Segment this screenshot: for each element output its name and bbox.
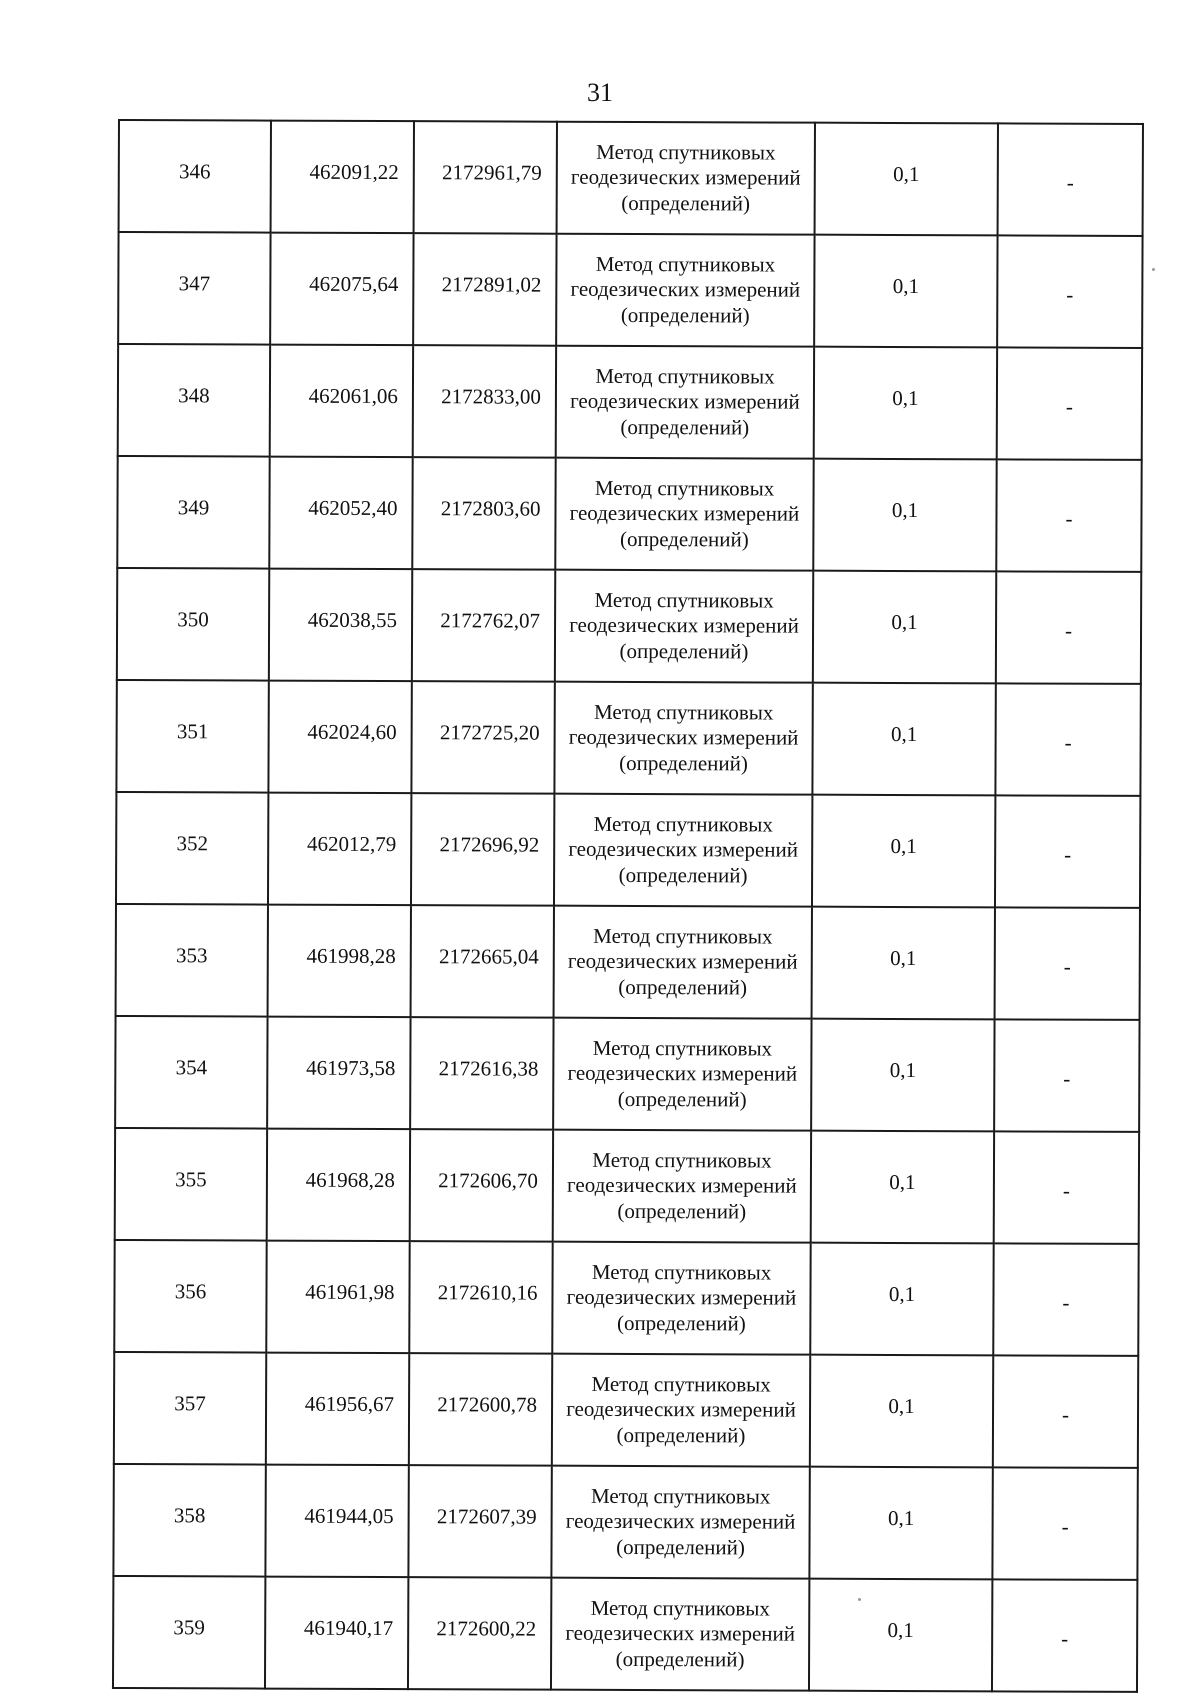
y-coordinate-cell: 2172606,70: [410, 1129, 553, 1242]
method-text-line: (определений): [617, 1198, 747, 1224]
method-text-line: (определений): [619, 750, 748, 776]
accuracy-cell: 0,1: [811, 1019, 994, 1132]
accuracy-cell: 0,1: [814, 235, 997, 348]
note-cell: -: [992, 1467, 1137, 1580]
table-row: [117, 568, 1141, 684]
scan-artifact-dot: [1152, 268, 1155, 271]
method-text-line: Метод спутниковых: [594, 475, 775, 501]
table-row: [115, 1016, 1139, 1132]
x-coordinate-cell: 461961,98: [266, 1241, 409, 1354]
point-number-cell: 356: [114, 1240, 266, 1353]
x-coordinate-cell: 461998,28: [268, 905, 411, 1018]
y-coordinate-cell: 2172696,92: [411, 793, 554, 906]
point-number-cell: 359: [113, 1576, 265, 1689]
accuracy-cell: 0,1: [814, 347, 997, 460]
y-coordinate-cell: 2172725,20: [411, 681, 554, 794]
method-text-line: Метод спутниковых: [593, 811, 773, 837]
method-text-line: геодезических измерений: [569, 500, 800, 526]
method-cell: [553, 1018, 811, 1131]
y-coordinate-cell: 2172961,79: [414, 121, 557, 234]
method-cell: [555, 458, 813, 571]
x-coordinate-cell: 461956,67: [266, 1353, 409, 1466]
note-cell: -: [997, 347, 1142, 460]
note-cell: -: [993, 1355, 1138, 1468]
point-number-cell: 352: [116, 792, 268, 905]
y-coordinate-cell: 2172616,38: [410, 1017, 553, 1130]
table-row: [117, 456, 1141, 572]
method-text-line: Метод спутниковых: [594, 699, 774, 725]
x-coordinate-cell: 462091,22: [271, 121, 414, 234]
table-body: [113, 120, 1143, 1692]
method-text-line: Метод спутниковых: [590, 1483, 771, 1509]
point-number-cell: 353: [116, 904, 268, 1017]
note-cell: -: [996, 571, 1141, 684]
y-coordinate-cell: 2172665,04: [411, 905, 554, 1018]
method-text-line: (определений): [616, 1422, 746, 1448]
note-cell: -: [998, 123, 1143, 236]
table-row: [114, 1352, 1138, 1468]
method-text-line: Метод спутниковых: [592, 1147, 772, 1173]
y-coordinate-cell: 2172891,02: [413, 233, 556, 346]
table-row: [119, 120, 1143, 236]
method-cell: [551, 1466, 809, 1579]
method-text-line: (определений): [615, 1646, 745, 1672]
method-cell: [556, 346, 814, 459]
method-text-line: геодезических измерений: [567, 1060, 798, 1086]
method-text-line: Метод спутниковых: [595, 251, 776, 277]
method-cell: [553, 1130, 811, 1243]
note-cell: -: [994, 1019, 1139, 1132]
scan-artifact-dot: [858, 1598, 861, 1601]
accuracy-cell: 0,1: [813, 459, 996, 572]
method-text-line: Метод спутниковых: [590, 1595, 770, 1621]
method-text-line: (определений): [619, 526, 749, 552]
accuracy-cell: 0,1: [813, 571, 996, 684]
method-cell: [554, 794, 812, 907]
method-cell: [554, 906, 812, 1019]
method-cell: [556, 234, 814, 347]
table-row: [116, 904, 1140, 1020]
accuracy-cell: 0,1: [809, 1579, 992, 1692]
method-cell: [557, 122, 815, 235]
method-text-line: (определений): [619, 638, 749, 664]
method-text-line: геодезических измерений: [566, 1284, 797, 1310]
method-text-line: Метод спутниковых: [594, 587, 774, 613]
accuracy-cell: 0,1: [810, 1243, 993, 1356]
point-number-cell: 354: [115, 1016, 267, 1129]
table-row: [114, 1240, 1138, 1356]
accuracy-cell: 0,1: [812, 907, 995, 1020]
note-cell: -: [995, 795, 1140, 908]
method-text-line: (определений): [617, 1086, 747, 1112]
y-coordinate-cell: 2172762,07: [412, 569, 555, 682]
method-text-line: геодезических измерений: [569, 612, 799, 638]
method-cell: [551, 1578, 809, 1691]
table-row: [113, 1576, 1137, 1692]
table-row: [115, 1128, 1139, 1244]
table-row: [118, 344, 1142, 460]
x-coordinate-cell: 461968,28: [267, 1129, 410, 1242]
method-text-line: геодезических измерений: [566, 1396, 796, 1422]
method-cell: [552, 1354, 810, 1467]
method-text-line: (определений): [616, 1534, 745, 1560]
x-coordinate-cell: 462061,06: [270, 345, 413, 458]
point-number-cell: 346: [119, 120, 271, 233]
y-coordinate-cell: 2172600,22: [408, 1577, 551, 1690]
point-number-cell: 350: [117, 568, 269, 681]
method-text-line: (определений): [618, 862, 748, 888]
accuracy-cell: 0,1: [815, 123, 998, 236]
x-coordinate-cell: 462038,55: [269, 569, 412, 682]
page-number: 31: [587, 78, 613, 107]
method-text-line: геодезических измерений: [565, 1620, 796, 1646]
table-row: [116, 792, 1140, 908]
method-text-line: геодезических измерений: [570, 276, 801, 302]
note-cell: -: [992, 1579, 1137, 1692]
accuracy-cell: 0,1: [812, 683, 995, 796]
table-row: [116, 680, 1140, 796]
method-text-line: геодезических измерений: [568, 724, 799, 750]
y-coordinate-cell: 2172833,00: [413, 345, 556, 458]
note-cell: -: [993, 1243, 1138, 1356]
method-text-line: (определений): [616, 1310, 746, 1336]
method-text-line: Метод спутниковых: [595, 363, 775, 389]
method-text-line: Метод спутниковых: [591, 1259, 772, 1285]
method-cell: [552, 1242, 810, 1355]
accuracy-cell: 0,1: [809, 1467, 992, 1580]
x-coordinate-cell: 461940,17: [265, 1577, 408, 1690]
method-text-line: геодезических измерений: [567, 948, 798, 974]
point-number-cell: 349: [117, 456, 269, 569]
y-coordinate-cell: 2172607,39: [408, 1465, 551, 1578]
x-coordinate-cell: 462052,40: [269, 457, 412, 570]
x-coordinate-cell: 461973,58: [267, 1017, 410, 1130]
x-coordinate-cell: 461944,05: [265, 1465, 408, 1578]
point-number-cell: 351: [116, 680, 268, 793]
method-text-line: (определений): [621, 190, 751, 216]
method-text-line: Метод спутниковых: [591, 1371, 771, 1397]
note-cell: -: [995, 683, 1140, 796]
y-coordinate-cell: 2172610,16: [409, 1241, 552, 1354]
method-text-line: геодезических измерений: [568, 836, 799, 862]
point-number-cell: 355: [115, 1128, 267, 1241]
note-cell: -: [994, 1131, 1139, 1244]
method-text-line: (определений): [618, 974, 748, 1000]
note-cell: -: [996, 459, 1141, 572]
y-coordinate-cell: 2172803,60: [412, 457, 555, 570]
x-coordinate-cell: 462024,60: [268, 681, 411, 794]
point-number-cell: 358: [113, 1464, 265, 1577]
note-cell: -: [997, 235, 1142, 348]
method-text-line: геодезических измерений: [567, 1172, 797, 1198]
point-number-cell: 347: [118, 232, 270, 345]
point-number-cell: 348: [118, 344, 270, 457]
coordinates-table: [112, 119, 1144, 1693]
x-coordinate-cell: 462075,64: [270, 233, 413, 346]
table-row: [113, 1464, 1137, 1580]
method-text-line: (определений): [620, 414, 750, 440]
method-text-line: Метод спутниковых: [596, 139, 776, 165]
method-cell: [554, 682, 812, 795]
y-coordinate-cell: 2172600,78: [409, 1353, 552, 1466]
point-number-cell: 357: [114, 1352, 266, 1465]
accuracy-cell: 0,1: [811, 1131, 994, 1244]
x-coordinate-cell: 462012,79: [268, 793, 411, 906]
method-text-line: Метод спутниковых: [593, 923, 773, 949]
table-row: [118, 232, 1142, 348]
method-text-line: геодезических измерений: [570, 388, 800, 414]
method-text-line: Метод спутниковых: [592, 1035, 773, 1061]
accuracy-cell: 0,1: [810, 1355, 993, 1468]
accuracy-cell: 0,1: [812, 795, 995, 908]
method-text-line: (определений): [620, 302, 750, 328]
method-text-line: геодезических измерений: [570, 164, 801, 190]
note-cell: -: [995, 907, 1140, 1020]
method-text-line: геодезических измерений: [565, 1508, 796, 1534]
method-cell: [555, 570, 813, 683]
